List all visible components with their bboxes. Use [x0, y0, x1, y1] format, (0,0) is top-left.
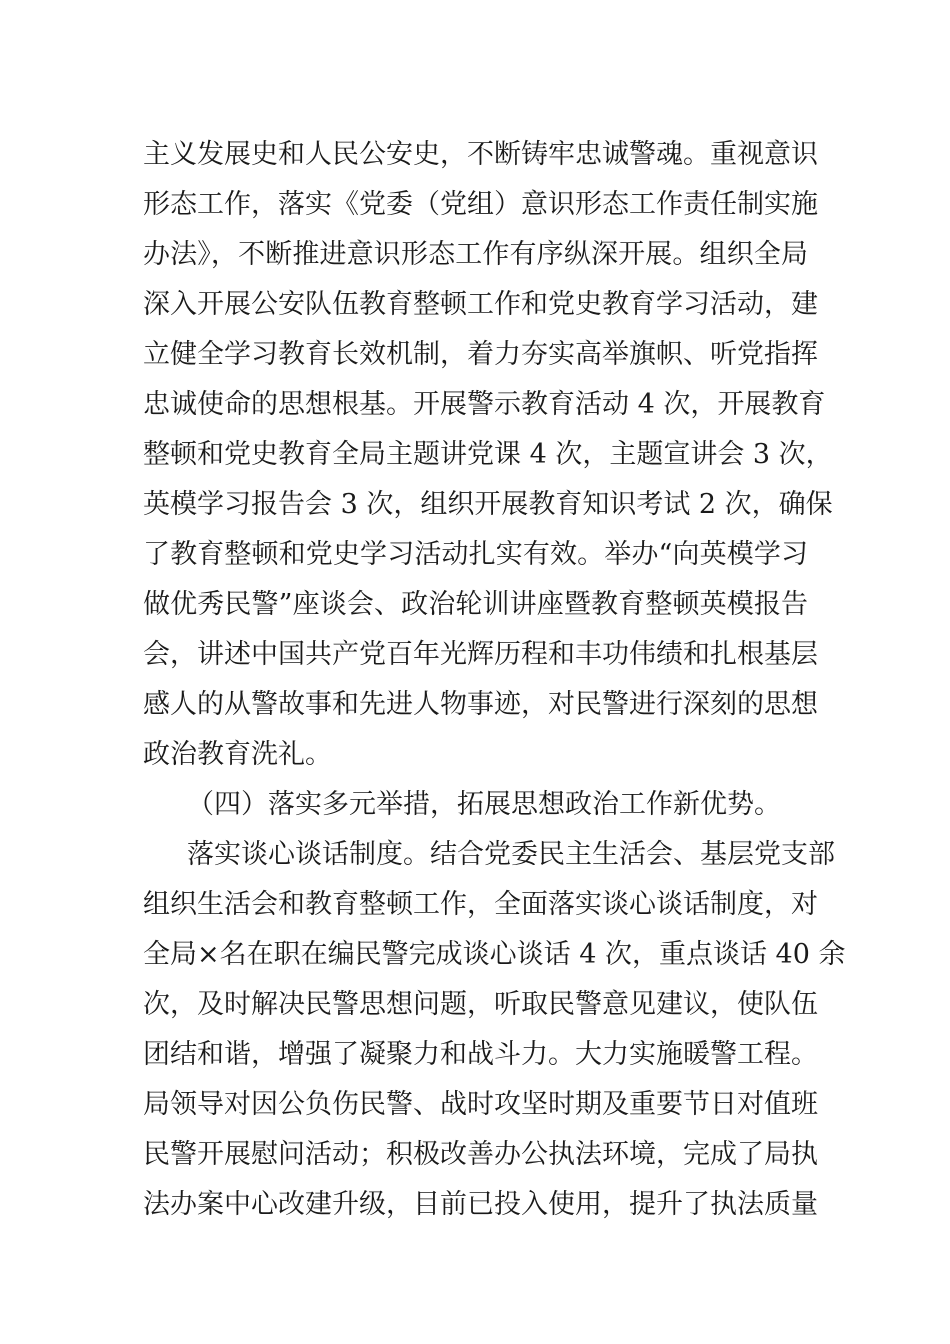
text-line: 立健全学习教育长效机制，着力夯实高举旗帜、听党指挥: [143, 339, 818, 370]
text-line: 会，讲述中国共产党百年光辉历程和丰功伟绩和扎根基层: [143, 639, 818, 670]
text-line: 局领导对因公负伤民警、战时攻坚时期及重要节日对值班: [143, 1089, 818, 1120]
text-line: 感人的从警故事和先进人物事迹，对民警进行深刻的思想: [143, 689, 818, 720]
text-line: 落实谈心谈话制度。结合党委民主生活会、基层党支部: [187, 839, 835, 870]
text-line: 次，及时解决民警思想问题，听取民警意见建议，使队伍: [143, 989, 818, 1020]
text-line: 组织生活会和教育整顿工作，全面落实谈心谈话制度，对: [143, 889, 818, 920]
text-line: 办法》，不断推进意识形态工作有序纵深开展。组织全局: [143, 239, 808, 270]
text-line: 形态工作，落实《党委（党组）意识形态工作责任制实施: [143, 189, 818, 220]
text-line: 主义发展史和人民公安史，不断铸牢忠诚警魂。重视意识: [143, 139, 818, 170]
text-line: 做优秀民警”座谈会、政治轮训讲座暨教育整顿英模报告: [143, 589, 808, 620]
text-line: 了教育整顿和党史学习活动扎实有效。举办“向英模学习: [143, 539, 808, 570]
text-line: 全局×名在职在编民警完成谈心谈话 4 次，重点谈话 40 余: [143, 939, 846, 970]
text-line: 法办案中心改建升级，目前已投入使用，提升了执法质量: [143, 1189, 818, 1220]
text-line: 深入开展公安队伍教育整顿工作和党史教育学习活动，建: [143, 289, 818, 320]
text-line: 团结和谐，增强了凝聚力和战斗力。大力实施暖警工程。: [143, 1039, 818, 1070]
body-text: [143, 130, 846, 1230]
text-line: 民警开展慰问活动；积极改善办公执法环境，完成了局执: [143, 1139, 818, 1170]
text-line: 整顿和党史教育全局主题讲党课 4 次，主题宣讲会 3 次，: [143, 439, 833, 470]
text-line: 英模学习报告会 3 次，组织开展教育知识考试 2 次，确保: [143, 489, 833, 520]
text-line: （四）落实多元举措，拓展思想政治工作新优势。: [187, 789, 781, 820]
text-line: 政治教育洗礼。: [143, 739, 332, 770]
text-line: 忠诚使命的思想根基。开展警示教育活动 4 次，开展教育: [143, 389, 826, 420]
